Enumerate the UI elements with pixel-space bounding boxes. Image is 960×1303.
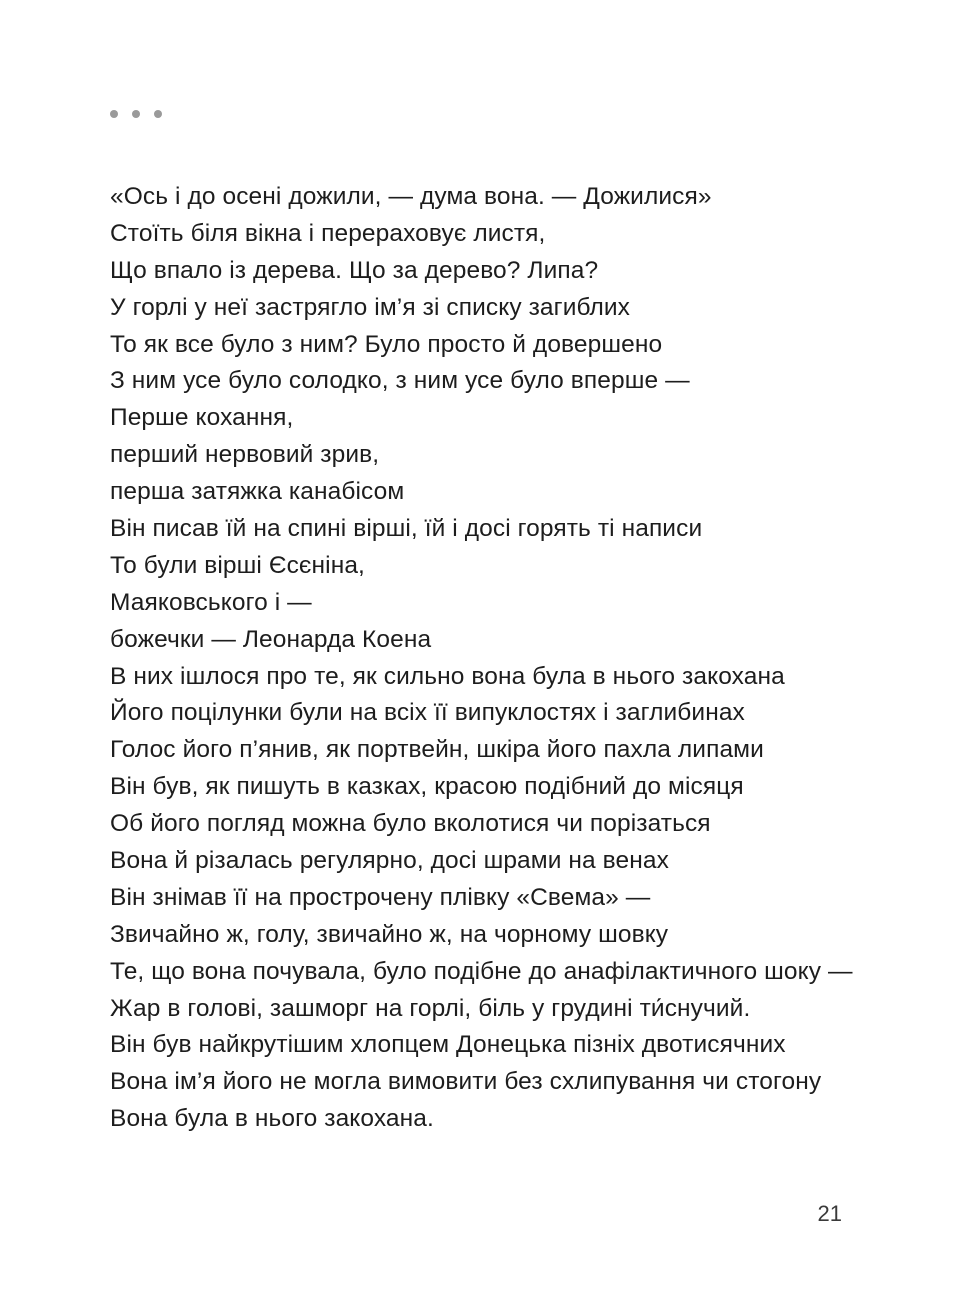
separator-dot <box>110 110 118 118</box>
poem-line: Що впало із дерева. Що за дерево? Липа? <box>110 256 599 284</box>
poem-line: Перше кохання, <box>110 404 294 432</box>
poem-line: То були вірші Єсєніна, <box>110 551 365 579</box>
poem-line: «Ось і до осені дожили, — дума вона. — Дожилися» <box>110 183 712 210</box>
poem-line: Він знімав її на прострочену плівку «Свема» — <box>110 883 651 911</box>
poem-line: божечки — Леонарда Коена <box>110 625 432 653</box>
poem-line: У горлі у неї застрягло ім’я зі списку загиблих <box>110 293 631 321</box>
separator-dot <box>154 110 162 118</box>
poem-line: Об його погляд можна було вколотися чи порізаться <box>110 810 711 838</box>
poem-line: Вона й різалась регулярно, досі шрами на венах <box>110 847 669 875</box>
poem-line: То як все було з ним? Було просто й довершено <box>110 330 663 358</box>
poem-line: Він був найкрутішим хлопцем Донецька пізніх двотисячних <box>110 1031 786 1059</box>
poem-line: З ним усе було солодко, з ним усе було вперше — <box>110 367 690 395</box>
poem-line: Жар в голові, зашморг на горлі, біль у грудині ти́снучий. <box>110 994 751 1022</box>
poem-line: В них ішлося про те, як сильно вона була в нього закохана <box>110 662 785 690</box>
poem-line: Стоїть біля вікна і перераховує листя, <box>110 219 546 247</box>
poem-line: Вона ім’я його не могла вимовити без схлипування чи стогону <box>110 1068 822 1096</box>
poem-line: Голос його п’янив, як портвейн, шкіра його пахла липами <box>110 736 764 764</box>
page-number: 21 <box>817 1201 842 1226</box>
poem-line: Він був, як пишуть в казках, красою подібний до місяця <box>110 773 744 801</box>
poem-line: Маяковського і — <box>110 588 312 616</box>
poem-line: Його поцілунки були на всіх її випуклостях і заглибинах <box>110 699 745 727</box>
poem-line: Те, що вона почувала, було подібне до анафілактичного шоку — <box>110 957 853 985</box>
poem-text <box>110 179 930 1138</box>
poem-line: Він писав їй на спині вірші, їй і досі горять ті написи <box>110 515 703 543</box>
section-separator <box>110 110 162 118</box>
separator-dot <box>132 110 140 118</box>
poem-line: перша затяжка канабісом <box>110 478 405 506</box>
poem-line: Звичайно ж, голу, звичайно ж, на чорному шовку <box>110 920 669 948</box>
poem-line: Вона була в нього закохана. <box>110 1105 434 1133</box>
poem-line: перший нервовий зрив, <box>110 441 380 469</box>
